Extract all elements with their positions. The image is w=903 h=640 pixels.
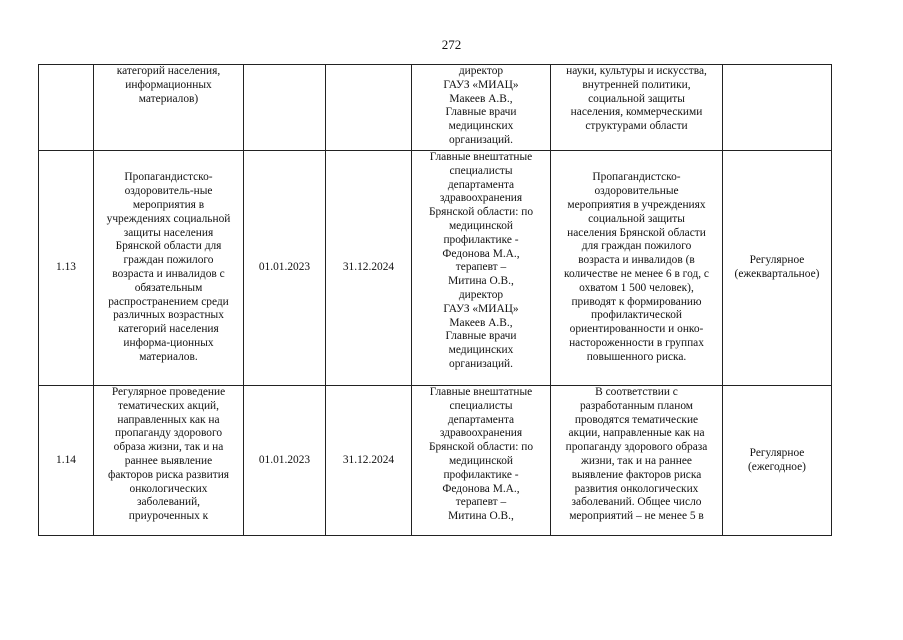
responsible-cell: директор ГАУЗ «МИАЦ» Макеев А.В., Главные врачи медицинских организаций. (412, 65, 551, 151)
event-name-cell: Пропагандистско- оздоровитель-ные мероприятия в учреждениях социальной защиты населения Брянской области для граждан пожилого возраста и инвалидов с обязательным распространением среди различных возрастных категорий населения информа-ционных материалов. (94, 151, 244, 386)
event-type-cell: Регулярное (ежегодное) (723, 386, 832, 536)
event-name-cell: категорий населения, информационных материалов) (94, 65, 244, 151)
row-number-cell (39, 65, 94, 151)
start-date-cell: 01.01.2023 (244, 386, 326, 536)
expected-result-cell: В соответствии с разработанным планом проводятся тематические акции, направленные как на пропаганду здорового образа жизни, так и на раннее выявление факторов риска развития онкологических заболеваний. Общее число мероприятий – не менее 5 в (551, 386, 723, 536)
responsible-cell: Главные внештатные специалисты департамента здравоохранения Брянской области: по медицинской профилактике - Федонова М.А., терапевт – Митина О.В., (412, 386, 551, 536)
plan-table (38, 64, 832, 536)
end-date-cell: 31.12.2024 (326, 151, 412, 386)
event-name-cell: Регулярное проведение тематических акций, направленных как на пропаганду здорового образа жизни, так и на раннее выявление факторов риска развития онкологических заболеваний, приуроченных к (94, 386, 244, 536)
table-row (39, 151, 832, 386)
event-type-cell: Регулярное (ежеквартальное) (723, 151, 832, 386)
expected-result-cell: Пропагандистско- оздоровительные мероприятия в учреждениях социальной защиты населения Брянской области для граждан пожилого возраста и инвалидов (в количестве не менее 6 в год, с охватом 1 500 человек), приводят к формированию профилактической ориентированности и онко- настороженности в группах повышенного риска. (551, 151, 723, 386)
row-number-cell: 1.14 (39, 386, 94, 536)
responsible-cell: Главные внештатные специалисты департамента здравоохранения Брянской области: по медицинской профилактике - Федонова М.А., терапевт – Митина О.В., директор ГАУЗ «МИАЦ» Макеев А.В., Главные врачи медицинских организаций. (412, 151, 551, 386)
table-row (39, 65, 832, 151)
start-date-cell: 01.01.2023 (244, 151, 326, 386)
expected-result-cell: науки, культуры и искусства, внутренней политики, социальной защиты населения, коммерческими структурами области (551, 65, 723, 151)
event-type-cell (723, 65, 832, 151)
row-number-cell: 1.13 (39, 151, 94, 386)
table-row (39, 386, 832, 536)
page-number: 272 (441, 37, 462, 52)
end-date-cell (326, 65, 412, 151)
start-date-cell (244, 65, 326, 151)
end-date-cell: 31.12.2024 (326, 386, 412, 536)
